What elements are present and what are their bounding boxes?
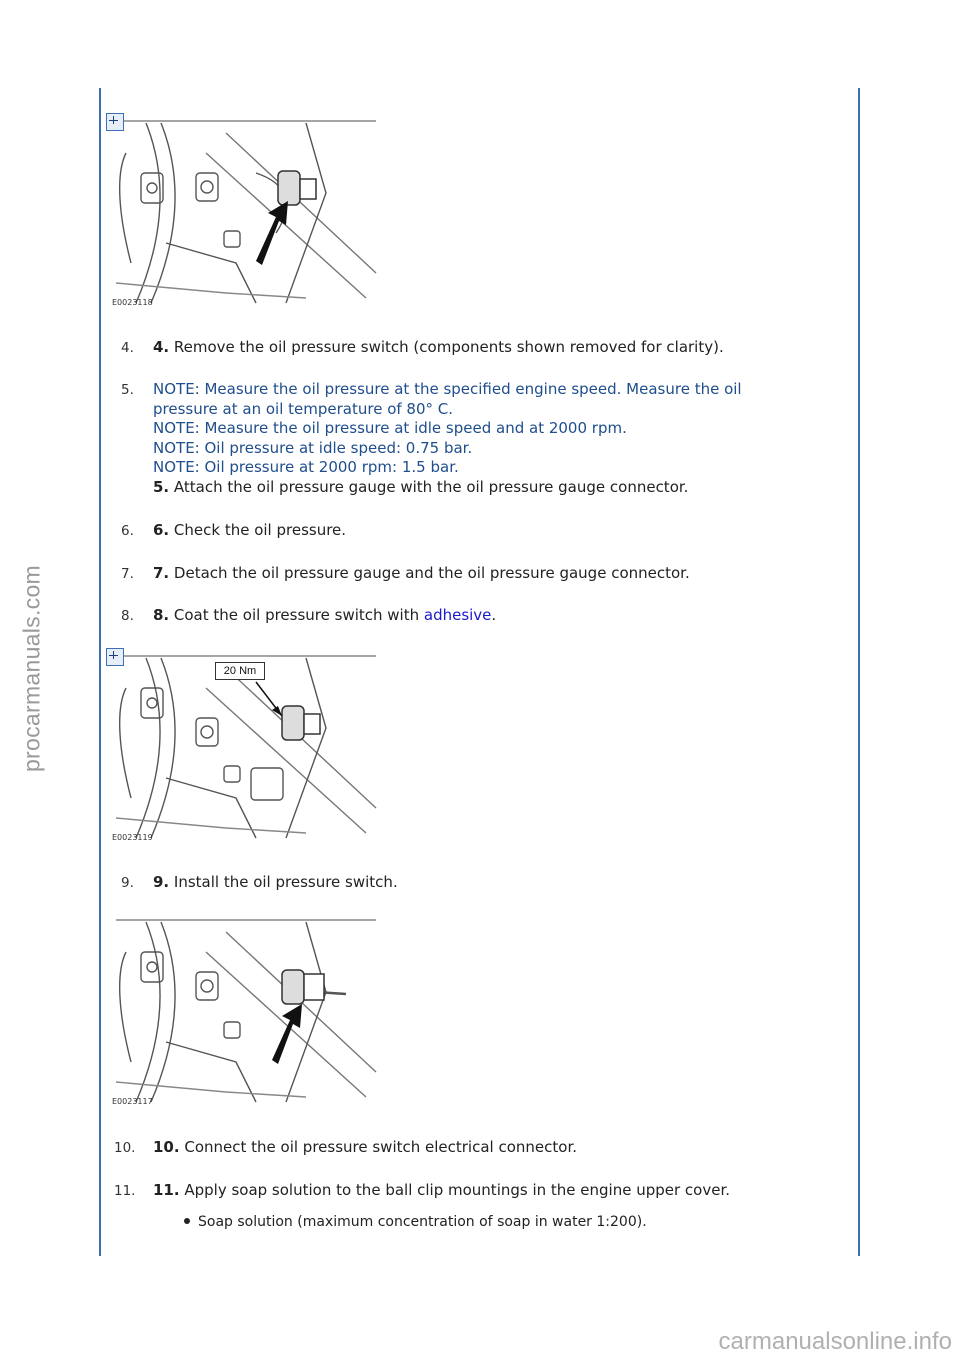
right-margin-rule	[858, 88, 860, 1256]
torque-label: 20 Nm	[215, 662, 265, 680]
note: NOTE: Measure the oil pressure at the specified engine speed. Measure the oil pressure at an oil temperature of 80° C.	[153, 380, 742, 418]
figure-install-switch	[106, 648, 382, 844]
left-margin-rule	[99, 88, 101, 1256]
figure-code: E0023119	[112, 833, 153, 842]
note: NOTE: Oil pressure at idle speed: 0.75 bar.	[153, 438, 473, 457]
figure-code: E0023117	[112, 1097, 153, 1106]
figure-connect-connector	[106, 912, 382, 1108]
bullet-dot	[184, 1218, 190, 1224]
engine-illustration	[106, 113, 382, 309]
side-watermark: procarmanuals.com	[18, 564, 45, 773]
arrow-marker	[256, 201, 288, 265]
engine-illustration	[106, 912, 382, 1108]
note: NOTE: Oil pressure at 2000 rpm: 1.5 bar.	[153, 458, 459, 476]
adhesive-link[interactable]: adhesive	[423, 606, 492, 624]
bottom-watermark: carmanualsonline.info	[718, 1328, 952, 1355]
zoom-icon[interactable]	[106, 648, 124, 666]
bullet-item: Soap solution (maximum concentration of soap in water 1:200).	[184, 1214, 647, 1230]
figure-remove-switch	[106, 113, 382, 309]
figure-code: E0023118	[112, 298, 153, 307]
note: NOTE: Measure the oil pressure at idle speed and at 2000 rpm.	[153, 419, 627, 437]
zoom-icon[interactable]	[106, 113, 124, 131]
